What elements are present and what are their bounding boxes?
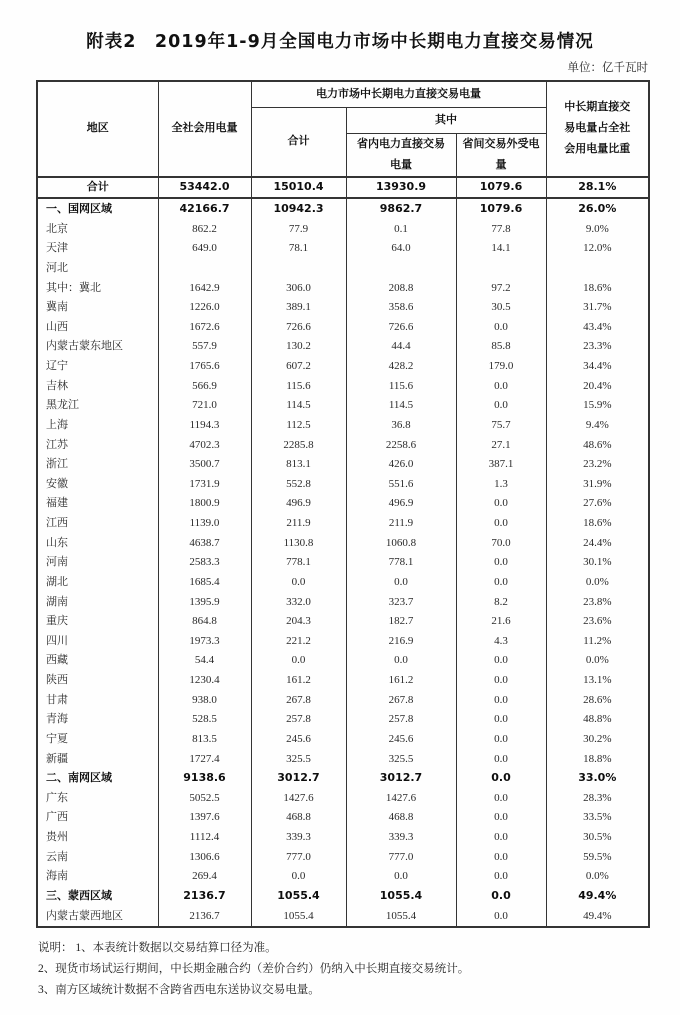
table-row	[37, 494, 649, 514]
value-cell: 1727.4	[158, 749, 251, 769]
header-intra-province: 省内电力直接交易电量	[346, 133, 456, 176]
power-trade-table	[36, 80, 650, 928]
table-row	[37, 651, 649, 671]
value-cell: 54.4	[158, 651, 251, 671]
region-cell: 福建	[37, 494, 158, 514]
value-cell: 778.1	[346, 553, 456, 573]
value-cell: 1685.4	[158, 572, 251, 592]
region-cell: 冀南	[37, 297, 158, 317]
region-cell: 江西	[37, 513, 158, 533]
value-cell: 44.4	[346, 337, 456, 357]
value-cell: 0.0	[456, 651, 546, 671]
value-cell: 15010.4	[251, 177, 346, 199]
table-row	[37, 631, 649, 651]
value-cell: 8.2	[456, 592, 546, 612]
table-row	[37, 592, 649, 612]
table-body	[37, 177, 649, 927]
value-cell: 221.2	[251, 631, 346, 651]
value-cell: 1.3	[456, 474, 546, 494]
value-cell: 211.9	[251, 513, 346, 533]
table-row	[37, 415, 649, 435]
value-cell: 9862.7	[346, 198, 456, 219]
value-cell: 325.5	[251, 749, 346, 769]
value-cell: 607.2	[251, 356, 346, 376]
region-cell: 辽宁	[37, 356, 158, 376]
region-cell: 天津	[37, 239, 158, 259]
value-cell: 0.0	[456, 710, 546, 730]
value-cell: 245.6	[251, 729, 346, 749]
value-cell: 1973.3	[158, 631, 251, 651]
value-cell	[346, 258, 456, 278]
region-cell: 贵州	[37, 827, 158, 847]
table-row	[37, 513, 649, 533]
region-cell: 合计	[37, 177, 158, 199]
value-cell: 257.8	[346, 710, 456, 730]
value-cell: 552.8	[251, 474, 346, 494]
table-row	[37, 219, 649, 239]
value-cell: 23.8%	[546, 592, 649, 612]
value-cell: 3012.7	[251, 768, 346, 788]
value-cell: 28.1%	[546, 177, 649, 199]
value-cell: 2136.7	[158, 886, 251, 906]
value-cell: 0.0	[456, 513, 546, 533]
value-cell: 0.0	[456, 729, 546, 749]
value-cell: 53442.0	[158, 177, 251, 199]
region-cell: 三、蒙西区域	[37, 886, 158, 906]
value-cell: 15.9%	[546, 396, 649, 416]
value-cell: 1731.9	[158, 474, 251, 494]
value-cell: 24.4%	[546, 533, 649, 553]
value-cell: 778.1	[251, 553, 346, 573]
value-cell: 1194.3	[158, 415, 251, 435]
region-cell: 云南	[37, 847, 158, 867]
value-cell: 0.0	[346, 572, 456, 592]
header-share: 中长期直接交易电量占全社会用电量比重	[546, 81, 649, 177]
value-cell: 3012.7	[346, 768, 456, 788]
value-cell: 23.2%	[546, 454, 649, 474]
value-cell: 726.6	[251, 317, 346, 337]
table-row	[37, 454, 649, 474]
table-row	[37, 768, 649, 788]
table-row	[37, 827, 649, 847]
value-cell	[456, 258, 546, 278]
region-cell: 四川	[37, 631, 158, 651]
value-cell: 28.3%	[546, 788, 649, 808]
table-row	[37, 198, 649, 219]
value-cell: 9138.6	[158, 768, 251, 788]
region-cell: 黑龙江	[37, 396, 158, 416]
value-cell: 28.6%	[546, 690, 649, 710]
region-cell: 一、国网区域	[37, 198, 158, 219]
value-cell: 30.1%	[546, 553, 649, 573]
value-cell: 726.6	[346, 317, 456, 337]
value-cell: 0.0	[456, 788, 546, 808]
value-cell: 1060.8	[346, 533, 456, 553]
region-cell: 青海	[37, 710, 158, 730]
value-cell: 20.4%	[546, 376, 649, 396]
value-cell: 2583.3	[158, 553, 251, 573]
value-cell: 78.1	[251, 239, 346, 259]
note-1: 说明： 1、本表统计数据以交易结算口径为准。	[38, 942, 277, 954]
value-cell: 1055.4	[251, 886, 346, 906]
value-cell: 428.2	[346, 356, 456, 376]
value-cell: 339.3	[251, 827, 346, 847]
value-cell: 114.5	[251, 396, 346, 416]
value-cell: 211.9	[346, 513, 456, 533]
table-row	[37, 297, 649, 317]
region-cell: 上海	[37, 415, 158, 435]
region-cell: 其中：冀北	[37, 278, 158, 298]
value-cell: 813.5	[158, 729, 251, 749]
table-row	[37, 808, 649, 828]
value-cell: 42166.7	[158, 198, 251, 219]
value-cell: 267.8	[346, 690, 456, 710]
value-cell: 267.8	[251, 690, 346, 710]
table-row	[37, 710, 649, 730]
value-cell: 813.1	[251, 454, 346, 474]
value-cell: 2258.6	[346, 435, 456, 455]
value-cell: 14.1	[456, 239, 546, 259]
value-cell: 0.1	[346, 219, 456, 239]
table-row	[37, 611, 649, 631]
value-cell: 23.6%	[546, 611, 649, 631]
value-cell: 112.5	[251, 415, 346, 435]
page-title: 附表2 2019年1-9月全国电力市场中长期电力直接交易情况	[86, 32, 594, 52]
value-cell: 18.8%	[546, 749, 649, 769]
value-cell: 0.0%	[546, 867, 649, 887]
table-header	[37, 81, 649, 177]
value-cell: 551.6	[346, 474, 456, 494]
value-cell: 0.0	[456, 494, 546, 514]
value-cell: 1112.4	[158, 827, 251, 847]
value-cell: 1395.9	[158, 592, 251, 612]
value-cell: 528.5	[158, 710, 251, 730]
region-cell: 海南	[37, 867, 158, 887]
value-cell: 0.0	[456, 847, 546, 867]
region-cell: 重庆	[37, 611, 158, 631]
value-cell: 2136.7	[158, 906, 251, 927]
value-cell: 0.0	[346, 867, 456, 887]
value-cell: 1800.9	[158, 494, 251, 514]
value-cell	[158, 258, 251, 278]
value-cell: 777.0	[251, 847, 346, 867]
value-cell: 114.5	[346, 396, 456, 416]
value-cell: 48.6%	[546, 435, 649, 455]
value-cell: 49.4%	[546, 906, 649, 927]
region-cell: 吉林	[37, 376, 158, 396]
value-cell: 97.2	[456, 278, 546, 298]
value-cell: 1079.6	[456, 177, 546, 199]
region-cell: 湖南	[37, 592, 158, 612]
unit-label: 单位：亿千瓦时	[567, 62, 648, 74]
value-cell: 557.9	[158, 337, 251, 357]
value-cell: 1139.0	[158, 513, 251, 533]
value-cell: 9.0%	[546, 219, 649, 239]
table-row	[37, 278, 649, 298]
header-sum: 合计	[251, 107, 346, 176]
value-cell: 0.0	[456, 317, 546, 337]
value-cell: 21.6	[456, 611, 546, 631]
value-cell: 34.4%	[546, 356, 649, 376]
value-cell: 0.0	[251, 867, 346, 887]
value-cell: 64.0	[346, 239, 456, 259]
value-cell: 245.6	[346, 729, 456, 749]
table-row	[37, 356, 649, 376]
value-cell: 59.5%	[546, 847, 649, 867]
region-cell: 陕西	[37, 670, 158, 690]
table-row	[37, 435, 649, 455]
value-cell: 1079.6	[456, 198, 546, 219]
value-cell: 0.0	[456, 572, 546, 592]
value-cell: 204.3	[251, 611, 346, 631]
region-cell: 河南	[37, 553, 158, 573]
table-row	[37, 886, 649, 906]
value-cell: 182.7	[346, 611, 456, 631]
value-cell: 1672.6	[158, 317, 251, 337]
value-cell: 1226.0	[158, 297, 251, 317]
value-cell: 468.8	[251, 808, 346, 828]
value-cell: 18.6%	[546, 278, 649, 298]
value-cell: 339.3	[346, 827, 456, 847]
value-cell: 0.0	[456, 827, 546, 847]
table-row	[37, 258, 649, 278]
region-cell: 甘肃	[37, 690, 158, 710]
value-cell: 33.5%	[546, 808, 649, 828]
value-cell: 0.0	[346, 651, 456, 671]
value-cell: 49.4%	[546, 886, 649, 906]
value-cell: 1130.8	[251, 533, 346, 553]
region-cell: 二、南网区域	[37, 768, 158, 788]
header-trade-group: 电力市场中长期电力直接交易电量	[251, 81, 546, 107]
value-cell: 1230.4	[158, 670, 251, 690]
value-cell: 721.0	[158, 396, 251, 416]
table-row	[37, 729, 649, 749]
value-cell: 4.3	[456, 631, 546, 651]
value-cell: 332.0	[251, 592, 346, 612]
table-row	[37, 177, 649, 199]
value-cell: 864.8	[158, 611, 251, 631]
table-row	[37, 317, 649, 337]
table-row	[37, 788, 649, 808]
value-cell: 1055.4	[346, 906, 456, 927]
value-cell	[546, 258, 649, 278]
value-cell: 257.8	[251, 710, 346, 730]
table-row	[37, 533, 649, 553]
value-cell: 31.7%	[546, 297, 649, 317]
value-cell: 161.2	[346, 670, 456, 690]
value-cell: 0.0	[456, 690, 546, 710]
region-cell: 广西	[37, 808, 158, 828]
value-cell: 0.0	[456, 553, 546, 573]
value-cell: 18.6%	[546, 513, 649, 533]
value-cell: 0.0	[456, 886, 546, 906]
value-cell: 0.0	[456, 808, 546, 828]
value-cell: 77.9	[251, 219, 346, 239]
value-cell: 0.0%	[546, 651, 649, 671]
table-row	[37, 670, 649, 690]
value-cell: 387.1	[456, 454, 546, 474]
table-row	[37, 749, 649, 769]
table-row	[37, 396, 649, 416]
value-cell: 0.0	[456, 396, 546, 416]
value-cell: 0.0	[456, 867, 546, 887]
value-cell: 1055.4	[251, 906, 346, 927]
value-cell: 4638.7	[158, 533, 251, 553]
region-cell: 河北	[37, 258, 158, 278]
header-total-consumption: 全社会用电量	[158, 81, 251, 177]
region-cell: 北京	[37, 219, 158, 239]
table-row	[37, 847, 649, 867]
value-cell: 1306.6	[158, 847, 251, 867]
value-cell: 48.8%	[546, 710, 649, 730]
region-cell: 广东	[37, 788, 158, 808]
region-cell: 西藏	[37, 651, 158, 671]
value-cell: 389.1	[251, 297, 346, 317]
header-among: 其中	[346, 107, 546, 133]
value-cell: 77.8	[456, 219, 546, 239]
value-cell: 0.0	[456, 749, 546, 769]
header-region: 地区	[37, 81, 158, 177]
table-row	[37, 474, 649, 494]
value-cell: 30.5	[456, 297, 546, 317]
table-row	[37, 906, 649, 927]
value-cell: 1055.4	[346, 886, 456, 906]
region-cell: 安徽	[37, 474, 158, 494]
region-cell: 湖北	[37, 572, 158, 592]
table-row	[37, 376, 649, 396]
value-cell: 161.2	[251, 670, 346, 690]
region-cell: 新疆	[37, 749, 158, 769]
value-cell: 36.8	[346, 415, 456, 435]
value-cell: 0.0	[456, 376, 546, 396]
value-cell: 115.6	[251, 376, 346, 396]
value-cell: 777.0	[346, 847, 456, 867]
value-cell: 0.0	[456, 768, 546, 788]
value-cell: 358.6	[346, 297, 456, 317]
value-cell: 30.2%	[546, 729, 649, 749]
value-cell: 0.0%	[546, 572, 649, 592]
value-cell: 306.0	[251, 278, 346, 298]
value-cell: 10942.3	[251, 198, 346, 219]
region-cell: 宁夏	[37, 729, 158, 749]
value-cell: 70.0	[456, 533, 546, 553]
value-cell: 208.8	[346, 278, 456, 298]
value-cell: 426.0	[346, 454, 456, 474]
value-cell: 11.2%	[546, 631, 649, 651]
note-2: 2、现货市场试运行期间，中长期金融合约（差价合约）仍纳入中长期直接交易统计。	[38, 963, 470, 975]
region-cell: 内蒙古蒙西地区	[37, 906, 158, 927]
value-cell: 27.1	[456, 435, 546, 455]
value-cell: 26.0%	[546, 198, 649, 219]
value-cell: 0.0	[456, 906, 546, 927]
table-row	[37, 867, 649, 887]
value-cell: 566.9	[158, 376, 251, 396]
region-cell: 浙江	[37, 454, 158, 474]
value-cell: 1427.6	[346, 788, 456, 808]
value-cell: 496.9	[346, 494, 456, 514]
value-cell: 12.0%	[546, 239, 649, 259]
value-cell: 496.9	[251, 494, 346, 514]
value-cell: 862.2	[158, 219, 251, 239]
value-cell: 9.4%	[546, 415, 649, 435]
value-cell: 30.5%	[546, 827, 649, 847]
value-cell: 130.2	[251, 337, 346, 357]
table-row	[37, 553, 649, 573]
note-3: 3、南方区域统计数据不含跨省西电东送协议交易电量。	[38, 984, 320, 996]
value-cell: 938.0	[158, 690, 251, 710]
value-cell: 1642.9	[158, 278, 251, 298]
value-cell: 1397.6	[158, 808, 251, 828]
region-cell: 山东	[37, 533, 158, 553]
value-cell: 3500.7	[158, 454, 251, 474]
value-cell: 1765.6	[158, 356, 251, 376]
value-cell: 115.6	[346, 376, 456, 396]
value-cell: 325.5	[346, 749, 456, 769]
value-cell: 33.0%	[546, 768, 649, 788]
value-cell: 2285.8	[251, 435, 346, 455]
value-cell: 4702.3	[158, 435, 251, 455]
table-row	[37, 239, 649, 259]
value-cell: 0.0	[456, 670, 546, 690]
value-cell: 31.9%	[546, 474, 649, 494]
value-cell: 5052.5	[158, 788, 251, 808]
value-cell: 649.0	[158, 239, 251, 259]
region-cell: 山西	[37, 317, 158, 337]
region-cell: 江苏	[37, 435, 158, 455]
value-cell: 323.7	[346, 592, 456, 612]
value-cell: 1427.6	[251, 788, 346, 808]
value-cell: 179.0	[456, 356, 546, 376]
value-cell: 269.4	[158, 867, 251, 887]
header-inter-province: 省间交易外受电量	[456, 133, 546, 176]
value-cell: 468.8	[346, 808, 456, 828]
value-cell: 23.3%	[546, 337, 649, 357]
table-row	[37, 337, 649, 357]
value-cell: 27.6%	[546, 494, 649, 514]
table-row	[37, 572, 649, 592]
region-cell: 内蒙古蒙东地区	[37, 337, 158, 357]
value-cell: 216.9	[346, 631, 456, 651]
value-cell: 13.1%	[546, 670, 649, 690]
table-row	[37, 690, 649, 710]
value-cell: 85.8	[456, 337, 546, 357]
value-cell	[251, 258, 346, 278]
footnotes	[38, 938, 650, 1001]
value-cell: 43.4%	[546, 317, 649, 337]
value-cell: 0.0	[251, 572, 346, 592]
value-cell: 13930.9	[346, 177, 456, 199]
value-cell: 0.0	[251, 651, 346, 671]
value-cell: 75.7	[456, 415, 546, 435]
